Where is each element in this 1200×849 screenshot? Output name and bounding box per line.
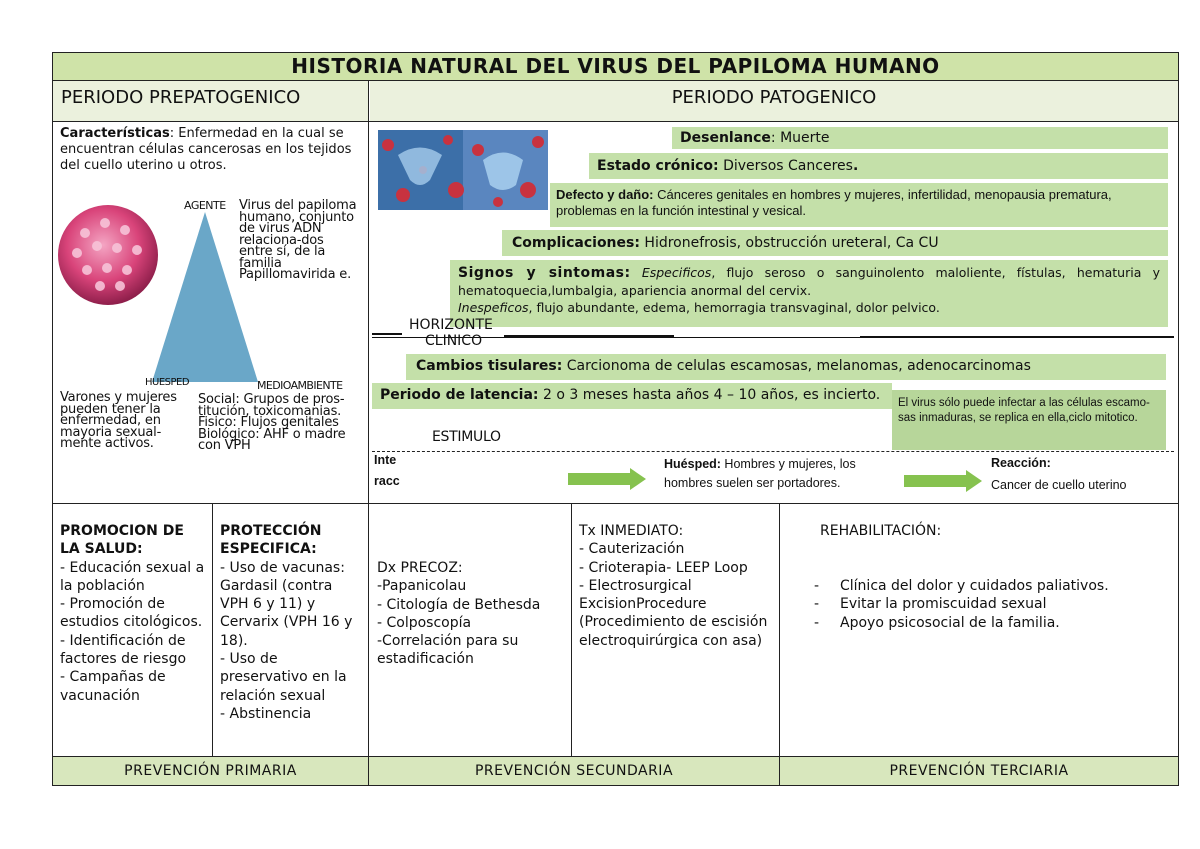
desenlance-text: : Muerte [770,130,830,146]
promocion-title: PROMOCION DE LA SALUD: [60,523,184,558]
rehab-item: - Clínica del dolor y cuidados paliativos. [814,578,1109,594]
anatomy-illustration [378,130,548,210]
dx-item: - Citología de Bethesda [377,596,541,613]
cronico-text: Diversos Canceres [718,158,853,174]
arrow-right-icon [568,468,648,490]
signos-stage [450,260,1168,327]
divider [52,121,1179,122]
tx-item: - Crioterapia- LEEP Loop [579,559,748,576]
cronico-label: Estado crónico: [597,158,719,174]
promocion-item: - Campañas de vacunación [60,669,166,704]
cambios-text: Carcionoma de celulas escamosas, melanomas, adenocarcinomas [562,358,1031,374]
promocion-block [60,522,208,705]
prepatogenico-heading: PERIODO PREPATOGENICO [53,81,368,121]
patogenico-heading: PERIODO PATOGENICO [370,81,1178,121]
desenlance-label: Desenlance [680,130,771,146]
virus-note: El virus sólo puede infectar a las células escamo-sas inmaduras, se replica en ella,ciclo mitotico. [892,390,1166,450]
proteccion-title: PROTECCIÓN ESPECIFICA: [220,523,322,558]
latencia-stage [372,383,892,409]
dx-item: -Correlación para su estadificación [377,633,519,668]
interaccion-label-1: Inte [374,453,397,467]
defecto-text: Cánceres genitales en hombres y mujeres, infertilidad, menopausia prematura, problemas en la función intestinal y vesical. [556,187,1112,218]
horizon-line [372,333,402,335]
agente-label: AGENTE [184,199,226,212]
interaccion-label-2: racc [374,474,400,488]
huesped-interaccion-text: Hombres y mujeres, los hombres suelen ser portadores. [664,457,856,490]
clinico-label: CLINICO [425,333,483,349]
latencia-label: Periodo de latencia: [380,387,539,403]
desenlance-stage [672,127,1168,149]
agente-text: Virus del papiloma humano, conjunto de virus ADN relaciona-dos entre sí, de la familia Papillomavirida e. [239,198,357,282]
divider [779,503,780,786]
promocion-item: - Promoción de estudios citológicos. - Identificación de factores de riesgo [60,596,203,668]
reaccion-text: Cancer de cuello uterino [991,478,1127,492]
signos-text1: , flujo seroso o sanguinolento maloliente, fístulas, hematuria y hematoquecia,lumbalgia, apariencia anormal del cervix. [458,265,1160,298]
horizon-line [372,337,1174,338]
proteccion-item: - Uso de preservativo en la relación sexual [220,651,347,704]
divider [368,80,369,503]
horizonte-label: HORIZONTE [409,317,493,333]
prevencion-terciaria: PREVENCIÓN TERCIARIA [780,757,1178,785]
huesped-text: Varones y mujeres pueden tener la enfermedad, en mayoria sexual-mente activos. [60,390,177,451]
dx-item: -Papanicolau [377,578,467,595]
latencia-text: 2 o 3 meses hasta años 4 – 10 años, es incierto. [538,387,881,403]
proteccion-item: - Uso de vacunas: Gardasil (contra VPH 6 y 11) y Cervarix (VPH 16 y 18). [220,559,353,649]
caracteristicas-text: : Enfermedad en la cual se encuentran células cancerosas en los tejidos del cuello uterino u otros. [60,126,352,173]
proteccion-block [220,522,365,723]
tx-block [579,522,774,650]
dx-block [377,559,567,669]
estimulo-label: ESTIMULO [432,429,501,445]
rehab-list [814,577,1164,632]
virus-icon [55,198,165,313]
medioambiente-text: Social: Grupos de pros-titución, toxicomanias. Fisico: Flujos genitales Biológico: AHF o madre con VPH [198,392,346,453]
promocion-item: - Educación sexual a la población [60,559,205,594]
cambios-label: Cambios tisulares: [416,358,563,374]
rehab-item: - Apoyo psicosocial de la familia. [814,614,1060,631]
caracteristicas-block [60,126,360,174]
huesped-interaccion [664,455,884,493]
divider [52,503,1179,504]
complicaciones-text: Hidronefrosis, obstrucción ureteral, Ca CU [639,235,939,251]
horizon-line [860,336,1174,337]
prevencion-primaria: PREVENCIÓN PRIMARIA [53,757,368,785]
dx-title: Dx PRECOZ: [377,560,463,576]
divider [571,503,572,757]
huesped-label: HUESPED [145,377,190,388]
divider [212,503,213,757]
huesped-interaccion-label: Huésped: [664,457,721,471]
prevencion-secundaria: PREVENCIÓN SECUNDARIA [369,757,779,785]
cambios-stage [406,354,1166,380]
complicaciones-label: Complicaciones: [512,235,640,251]
rehab-title: REHABILITACIÓN: [820,523,942,539]
dashed-divider [372,451,1174,452]
signos-label: Signos y sintomas: [458,265,631,281]
medioambiente-label: MEDIOAMBIENTE [257,379,343,392]
reaccion-label: Reacción: [991,456,1051,470]
dx-item: - Colposcopía [377,614,472,631]
proteccion-item: - Abstinencia [220,705,312,722]
complicaciones-stage [502,230,1168,256]
divider [368,503,369,786]
rehab-item: - Evitar la promiscuidad sexual [814,596,1047,613]
tx-item: - Electrosurgical ExcisionProcedure (Procedimiento de escisión electroquirúrgica con asa) [579,577,768,649]
tx-item: - Cauterización [579,541,685,558]
signos-especificos: Especificos [641,265,712,280]
signos-inespecificos: Inespeficos [458,300,529,315]
caracteristicas-label: Características [60,126,170,141]
tx-title: Tx INMEDIATO: [579,523,684,539]
defecto-label: Defecto y daño: [556,187,654,202]
arrow-right-icon [904,470,984,492]
signos-text2: , flujo abundante, edema, hemorragia transvaginal, dolor pelvico. [528,300,940,315]
cronico-dot: . [852,158,859,174]
page-title: HISTORIA NATURAL DEL VIRUS DEL PAPILOMA HUMANO [53,53,1178,80]
defecto-stage [550,183,1168,227]
cronico-stage [589,153,1168,179]
